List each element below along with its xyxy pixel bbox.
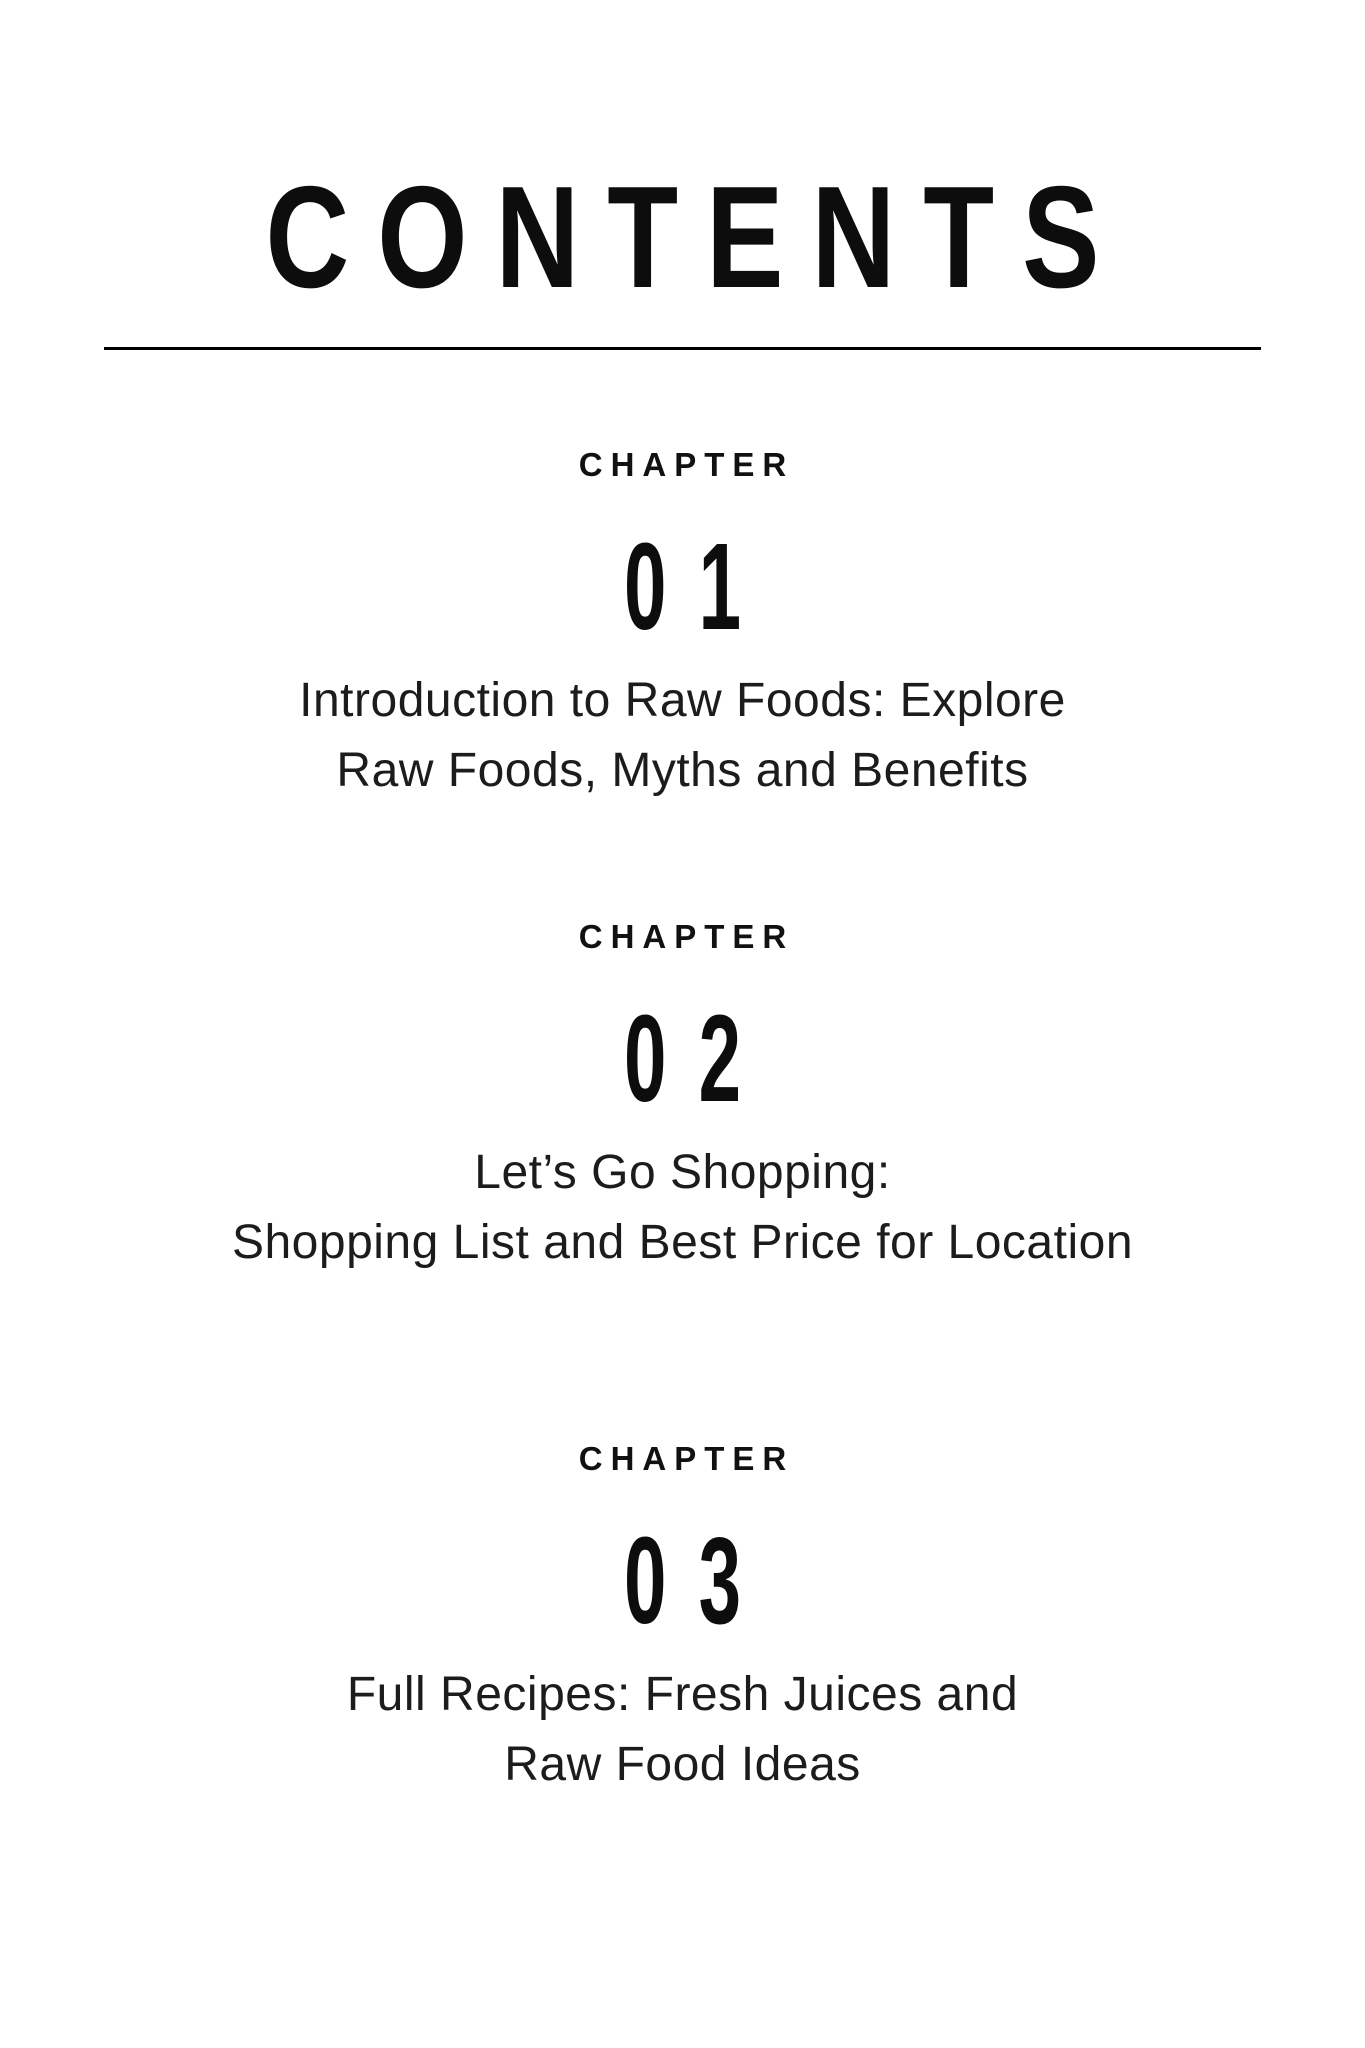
title-divider	[104, 347, 1261, 350]
description-line-2: Raw Foods, Myths and Benefits	[336, 744, 1029, 797]
description-line-2: Shopping List and Best Price for Location	[231, 1216, 1134, 1269]
chapter-number: 01	[623, 519, 774, 656]
chapter-entry-2	[0, 920, 1365, 1278]
chapter-label: CHAPTER	[578, 918, 795, 955]
description-line-1: Let’s Go Shopping:	[474, 1146, 891, 1199]
chapter-number: 03	[623, 1513, 774, 1650]
chapter-label: CHAPTER	[578, 446, 795, 483]
description-line-2: Raw Food Ideas	[504, 1738, 861, 1791]
chapter-number: 02	[623, 991, 774, 1128]
chapter-description	[0, 1138, 1365, 1278]
page-title: CONTENTS	[265, 156, 1128, 318]
chapter-entry-1	[0, 448, 1365, 806]
chapter-description	[0, 1660, 1365, 1800]
description-line-1: Full Recipes: Fresh Juices and	[346, 1668, 1019, 1721]
chapter-description	[0, 666, 1365, 806]
chapter-label: CHAPTER	[578, 1440, 795, 1477]
chapter-entry-3	[0, 1442, 1365, 1800]
description-line-1: Introduction to Raw Foods: Explore	[299, 674, 1066, 727]
